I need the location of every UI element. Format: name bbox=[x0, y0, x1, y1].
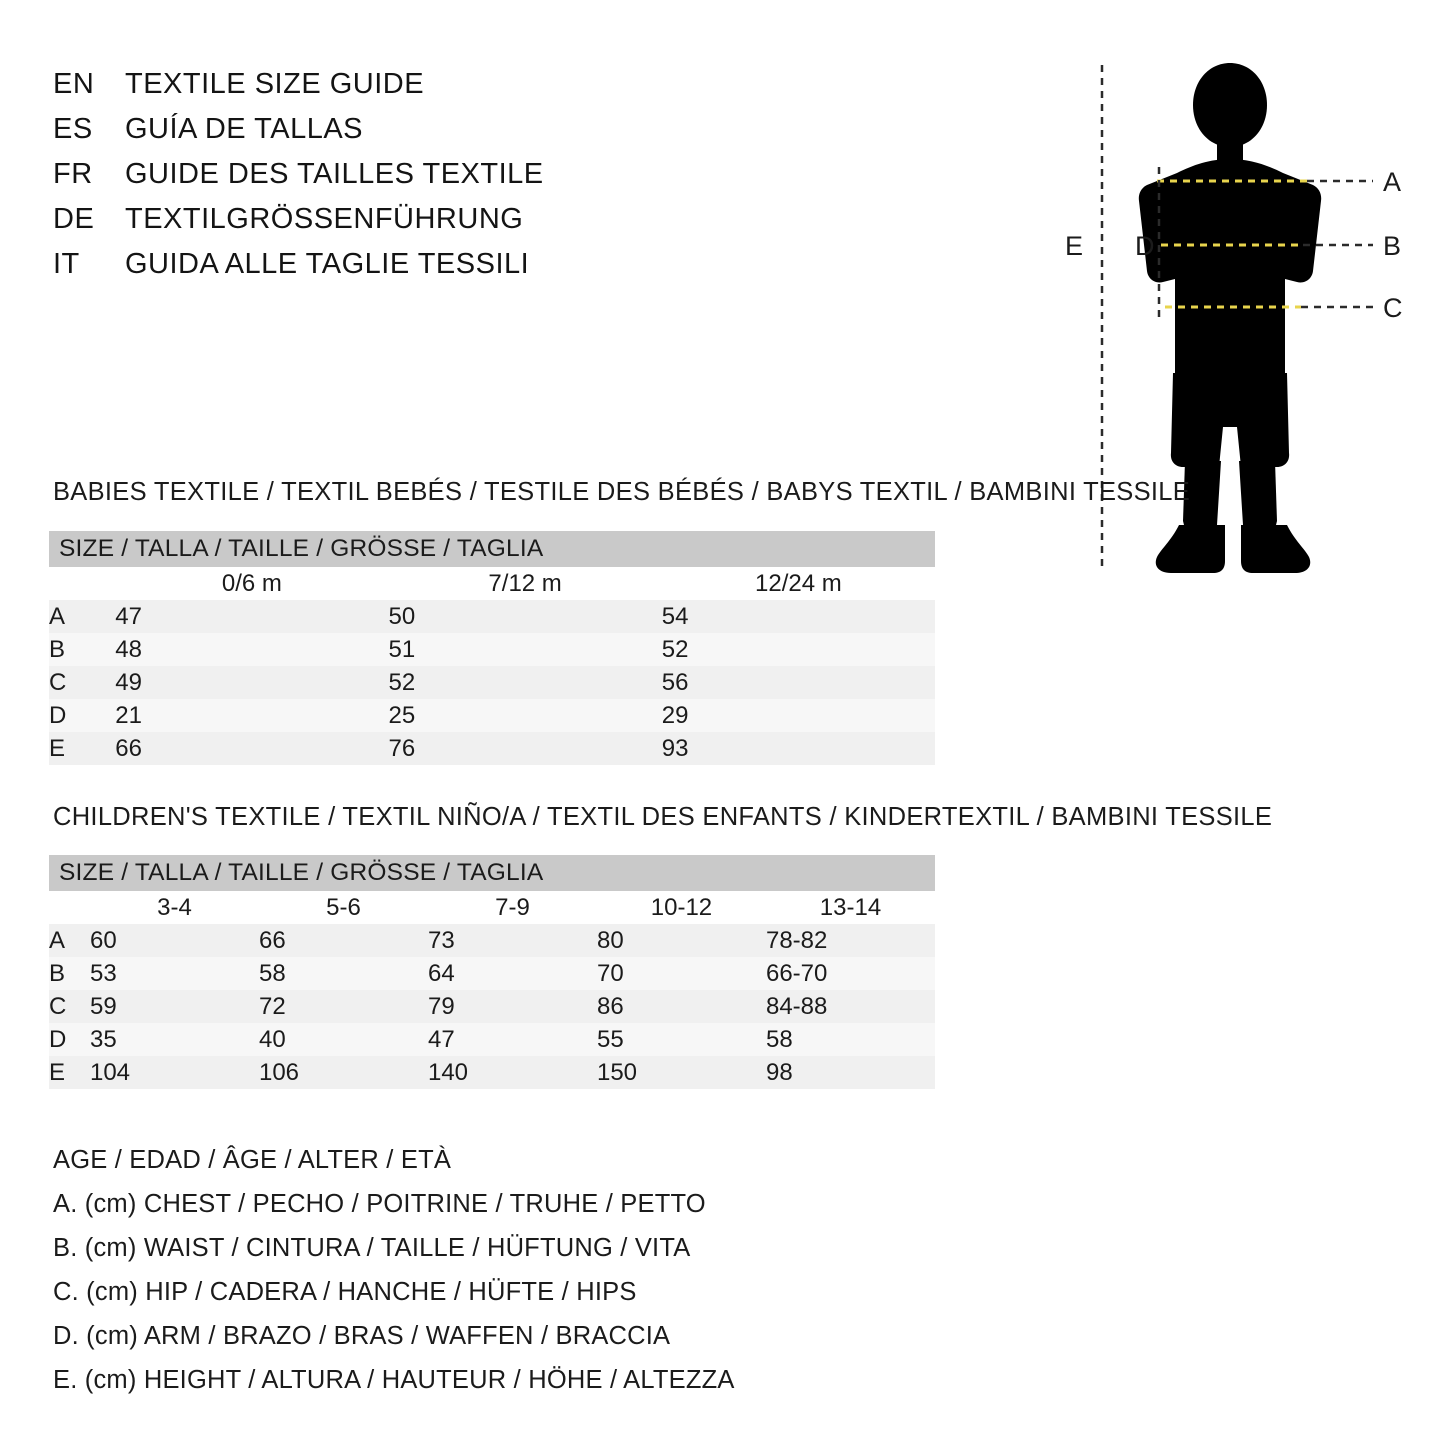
children-cell-e-3: 150 bbox=[597, 1056, 766, 1089]
children-cell-b-4: 66-70 bbox=[766, 957, 935, 990]
language-code-it: IT bbox=[53, 248, 80, 280]
legend-line-d: D. (cm) ARM / BRAZO / BRAS / WAFFEN / BRACCIA bbox=[53, 1322, 671, 1350]
language-title-es: GUÍA DE TALLAS bbox=[125, 113, 364, 145]
babies-cell-d-1: 25 bbox=[388, 699, 661, 732]
children-cell-c-1: 72 bbox=[259, 990, 428, 1023]
children-column-4: 13-14 bbox=[766, 891, 935, 924]
table-row bbox=[49, 990, 935, 1023]
children-column-3: 10-12 bbox=[597, 891, 766, 924]
marker-label-d: D bbox=[1135, 231, 1155, 261]
children-cell-c-3: 86 bbox=[597, 990, 766, 1023]
babies-cell-e-0: 66 bbox=[115, 732, 388, 765]
babies-row-label-a: A bbox=[49, 600, 115, 633]
babies-cell-b-1: 51 bbox=[388, 633, 661, 666]
language-row-it bbox=[53, 248, 753, 293]
children-cell-e-4: 98 bbox=[766, 1056, 935, 1089]
children-section-title: CHILDREN'S TEXTILE / TEXTIL NIÑO/A / TEXTIL DES ENFANTS / KINDERTEXTIL / BAMBINI TESSILE bbox=[53, 803, 1273, 831]
language-title-de: TEXTILGRÖSSENFÜHRUNG bbox=[125, 203, 524, 235]
babies-row-label-d: D bbox=[49, 699, 115, 732]
babies-cell-a-2: 54 bbox=[662, 600, 935, 633]
children-cell-d-0: 35 bbox=[90, 1023, 259, 1056]
legend-line-b: B. (cm) WAIST / CINTURA / TAILLE / HÜFTUNG / VITA bbox=[53, 1234, 691, 1262]
language-code-en: EN bbox=[53, 68, 95, 100]
language-code-de: DE bbox=[53, 203, 95, 235]
children-cell-e-1: 106 bbox=[259, 1056, 428, 1089]
marker-label-c: C bbox=[1383, 293, 1403, 323]
table-row bbox=[49, 699, 935, 732]
language-title-fr: GUIDE DES TAILLES TEXTILE bbox=[125, 158, 544, 190]
babies-column-header-row bbox=[49, 567, 935, 600]
language-row-de bbox=[53, 203, 753, 248]
babies-column-0: 0/6 m bbox=[115, 567, 388, 600]
babies-table-header-row bbox=[49, 531, 935, 567]
babies-cell-b-0: 48 bbox=[115, 633, 388, 666]
table-row bbox=[49, 1056, 935, 1089]
children-table-header-row bbox=[49, 855, 935, 891]
table-row bbox=[49, 633, 935, 666]
babies-section-title: BABIES TEXTILE / TEXTIL BEBÉS / TESTILE DES BÉBÉS / BABYS TEXTIL / BAMBINI TESSILE bbox=[53, 478, 1191, 506]
children-cell-b-0: 53 bbox=[90, 957, 259, 990]
table-row bbox=[49, 732, 935, 765]
table-row bbox=[49, 957, 935, 990]
language-header-list bbox=[53, 68, 753, 293]
children-column-1: 5-6 bbox=[259, 891, 428, 924]
children-cell-b-3: 70 bbox=[597, 957, 766, 990]
babies-cell-e-1: 76 bbox=[388, 732, 661, 765]
children-cell-e-0: 104 bbox=[90, 1056, 259, 1089]
children-column-2: 7-9 bbox=[428, 891, 597, 924]
babies-row-label-e: E bbox=[49, 732, 115, 765]
children-size-table bbox=[49, 855, 935, 1089]
children-row-label-d: D bbox=[49, 1023, 90, 1056]
children-row-label-b: B bbox=[49, 957, 90, 990]
babies-cell-a-1: 50 bbox=[388, 600, 661, 633]
table-row bbox=[49, 1023, 935, 1056]
marker-label-b: B bbox=[1383, 231, 1402, 261]
children-cell-d-3: 55 bbox=[597, 1023, 766, 1056]
children-cell-b-2: 64 bbox=[428, 957, 597, 990]
children-cell-c-2: 79 bbox=[428, 990, 597, 1023]
children-cell-a-0: 60 bbox=[90, 924, 259, 957]
language-row-es bbox=[53, 113, 753, 158]
babies-corner-cell bbox=[49, 567, 115, 600]
table-row bbox=[49, 924, 935, 957]
babies-cell-e-2: 93 bbox=[662, 732, 935, 765]
babies-column-1: 7/12 m bbox=[388, 567, 661, 600]
babies-cell-c-2: 56 bbox=[662, 666, 935, 699]
children-table-header-label: SIZE / TALLA / TAILLE / GRÖSSE / TAGLIA bbox=[49, 855, 935, 891]
legend-line-age: AGE / EDAD / ÂGE / ALTER / ETÀ bbox=[53, 1146, 452, 1174]
children-cell-d-2: 47 bbox=[428, 1023, 597, 1056]
language-row-en bbox=[53, 68, 753, 113]
children-cell-a-3: 80 bbox=[597, 924, 766, 957]
children-cell-b-1: 58 bbox=[259, 957, 428, 990]
table-row bbox=[49, 600, 935, 633]
babies-cell-b-2: 52 bbox=[662, 633, 935, 666]
children-row-label-c: C bbox=[49, 990, 90, 1023]
children-cell-d-1: 40 bbox=[259, 1023, 428, 1056]
babies-size-table bbox=[49, 531, 935, 765]
babies-table-header-label: SIZE / TALLA / TAILLE / GRÖSSE / TAGLIA bbox=[49, 531, 935, 567]
language-title-en: TEXTILE SIZE GUIDE bbox=[125, 68, 425, 100]
language-code-fr: FR bbox=[53, 158, 93, 190]
children-cell-d-4: 58 bbox=[766, 1023, 935, 1056]
babies-cell-c-1: 52 bbox=[388, 666, 661, 699]
children-cell-e-2: 140 bbox=[428, 1056, 597, 1089]
language-row-fr bbox=[53, 158, 753, 203]
legend-line-a: A. (cm) CHEST / PECHO / POITRINE / TRUHE / PETTO bbox=[53, 1190, 706, 1218]
children-row-label-e: E bbox=[49, 1056, 90, 1089]
children-column-0: 3-4 bbox=[90, 891, 259, 924]
babies-cell-d-2: 29 bbox=[662, 699, 935, 732]
children-cell-a-1: 66 bbox=[259, 924, 428, 957]
legend-line-c: C. (cm) HIP / CADERA / HANCHE / HÜFTE / HIPS bbox=[53, 1278, 637, 1306]
children-cell-c-0: 59 bbox=[90, 990, 259, 1023]
babies-row-label-c: C bbox=[49, 666, 115, 699]
babies-column-2: 12/24 m bbox=[662, 567, 935, 600]
children-cell-a-2: 73 bbox=[428, 924, 597, 957]
language-title-it: GUIDA ALLE TAGLIE TESSILI bbox=[125, 248, 530, 280]
legend-line-e: E. (cm) HEIGHT / ALTURA / HAUTEUR / HÖHE / ALTEZZA bbox=[53, 1366, 735, 1394]
marker-label-e: E bbox=[1065, 231, 1084, 261]
children-row-label-a: A bbox=[49, 924, 90, 957]
children-cell-a-4: 78-82 bbox=[766, 924, 935, 957]
children-corner-cell bbox=[49, 891, 90, 924]
language-code-es: ES bbox=[53, 113, 93, 145]
children-column-header-row bbox=[49, 891, 935, 924]
babies-row-label-b: B bbox=[49, 633, 115, 666]
babies-cell-d-0: 21 bbox=[115, 699, 388, 732]
babies-cell-c-0: 49 bbox=[115, 666, 388, 699]
marker-label-a: A bbox=[1383, 167, 1402, 197]
measurement-legend bbox=[53, 1138, 813, 1402]
children-cell-c-4: 84-88 bbox=[766, 990, 935, 1023]
table-row bbox=[49, 666, 935, 699]
babies-cell-a-0: 47 bbox=[115, 600, 388, 633]
